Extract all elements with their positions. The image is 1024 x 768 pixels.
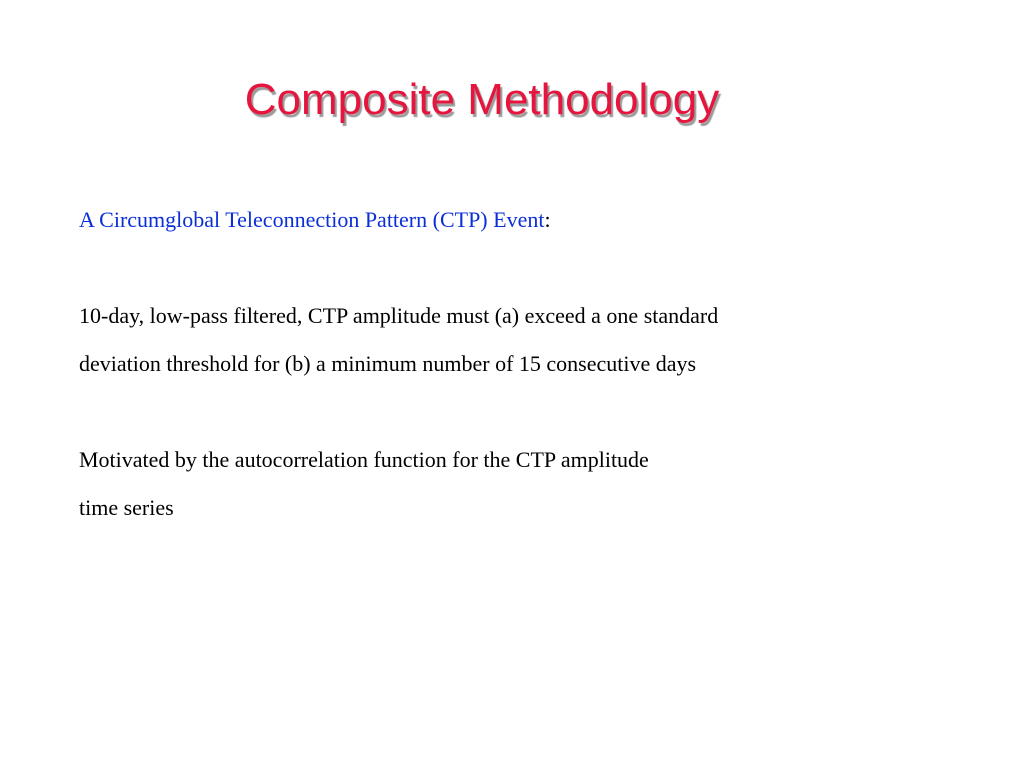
spacer — [79, 395, 979, 443]
slide-body — [79, 203, 979, 539]
paragraph2-line1: Motivated by the autocorrelation function for the CTP amplitude — [79, 447, 649, 472]
paragraph2-line2: time series — [79, 495, 174, 520]
heading-line — [79, 203, 979, 251]
slide-title: Composite Methodology — [244, 75, 720, 124]
paragraph1-line1: 10-day, low-pass filtered, CTP amplitude must (a) exceed a one standard — [79, 303, 719, 328]
paragraph1-line2: deviation threshold for (b) a minimum number of 15 consecutive days — [79, 351, 697, 376]
heading-colon: : — [544, 207, 551, 232]
heading-text: A Circumglobal Teleconnection Pattern (CTP) Event — [79, 207, 545, 232]
spacer — [79, 251, 979, 299]
